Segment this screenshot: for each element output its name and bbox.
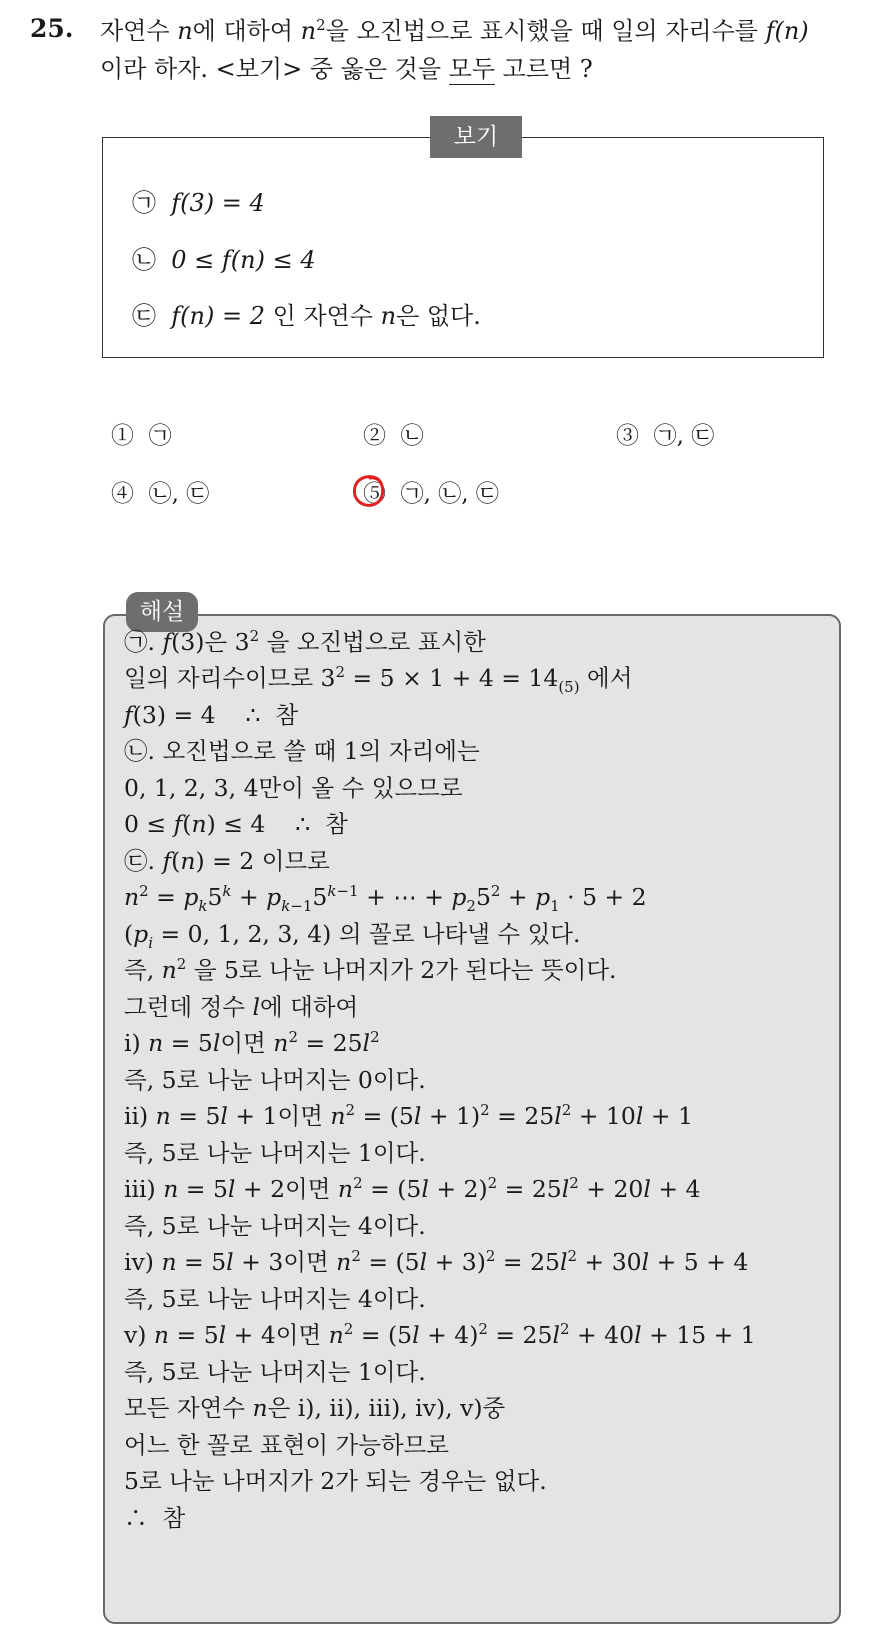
solution-line: ⅲ) n = 5l + 2이면 $n^2 = (5l + 2)^2 = 25l^2 + 20l + 4$ (124, 1174, 701, 1203)
solution-line: 즉, 5로 나눈 나머지는 0이다. (124, 1066, 426, 1094)
solution-line: 그런데 정수 l에 대하여 (124, 993, 359, 1021)
answer-circle-mark (350, 472, 388, 510)
option-4[interactable]: ④ ㉡, ㉢ (111, 481, 210, 507)
underlined-word: 모두 (448, 55, 496, 83)
solution-line: 즉, 5로 나눈 나머지는 4이다. (124, 1212, 426, 1240)
question-text-line2: 이라 하자. <보기> 중 옳은 것을 모두 고르면 ? (100, 55, 593, 83)
option-5[interactable]: ⑤ ㉠, ㉡, ㉢ (363, 481, 499, 507)
bogi-title: 보기 (430, 116, 522, 158)
solution-line: ⅴ) n = 5l + 4이면 $n^2 = (5l + 4)^2 = 25l^2 + 40l + 15 + 1$ (124, 1320, 756, 1349)
option-3[interactable]: ③ ㉠, ㉢ (616, 423, 715, 449)
solution-line: 즉, 5로 나눈 나머지는 1이다. (124, 1139, 426, 1167)
solution-line: 일의 자리수이므로 $3^2 = 5 \times 1 + 4 = 14_{(5)}$ 에서 (124, 663, 633, 696)
option-2[interactable]: ② ㉡ (363, 423, 424, 449)
solution-line: ㉠. f(3)은 $3^2$ 을 오진법으로 표시한 (124, 627, 486, 656)
solution-line: ($p_i = 0$, 1, 2, 3, 4) 의 꼴로 나타낼 수 있다. (124, 920, 581, 952)
solution-line: f(3) = 4 ∴ 참 (124, 701, 299, 729)
solution-line: 모든 자연수 n은 ⅰ), ⅱ), ⅲ), ⅳ), ⅴ)중 (124, 1394, 506, 1422)
solution-line: ㉡. 오진법으로 쓸 때 1의 자리에는 (124, 737, 480, 765)
bogi-item-1: ㉠ f(3) = 4 (132, 189, 265, 217)
solution-line: ⅱ) n = 5l + 1이면 $n^2 = (5l + 1)^2 = 25l^2 + 10l + 1$ (124, 1101, 693, 1130)
solution-line: 0 ≤ f(n) ≤ 4 ∴ 참 (124, 810, 348, 838)
bogi-item-2: ㉡ 0 ≤ f(n) ≤ 4 (132, 246, 316, 274)
solution-line: ⅳ) n = 5l + 3이면 $n^2 = (5l + 3)^2 = 25l^2 + 30l + 5 + 4$ (124, 1247, 749, 1276)
solution-line: 0, 1, 2, 3, 4만이 올 수 있으므로 (124, 774, 463, 802)
question-number: 25. (30, 14, 74, 43)
question-text-line1: 자연수 n에 대하여 $n^2$을 오진법으로 표시했을 때 일의 자리수를 f(n) (100, 16, 809, 45)
solution-line: $n^2 = p_k5^k + p_{k-1}5^{k-1}$ + ⋯ + $p_25^2 + p_1 \cdot 5 + 2$ (124, 882, 647, 915)
solution-line: 5로 나눈 나머지가 2가 되는 경우는 없다. (124, 1467, 547, 1495)
option-1[interactable]: ① ㉠ (111, 423, 172, 449)
solution-line: 즉, $n^2$ 을 5로 나눈 나머지가 2가 된다는 뜻이다. (124, 955, 617, 984)
solution-line: ∴ 참 (124, 1504, 186, 1532)
solution-line: ㉢. f(n) = 2 이므로 (124, 847, 330, 875)
solution-line: ⅰ) n = 5l이면 $n^2 = 25l^2$ (124, 1028, 380, 1057)
solution-line: 어느 한 꼴로 표현이 가능하므로 (124, 1431, 449, 1459)
solution-line: 즉, 5로 나눈 나머지는 4이다. (124, 1285, 426, 1313)
solution-line: 즉, 5로 나눈 나머지는 1이다. (124, 1358, 426, 1386)
bogi-item-3: ㉢ f(n) = 2 인 자연수 n은 없다. (132, 302, 481, 330)
solution-title: 해설 (126, 592, 198, 632)
